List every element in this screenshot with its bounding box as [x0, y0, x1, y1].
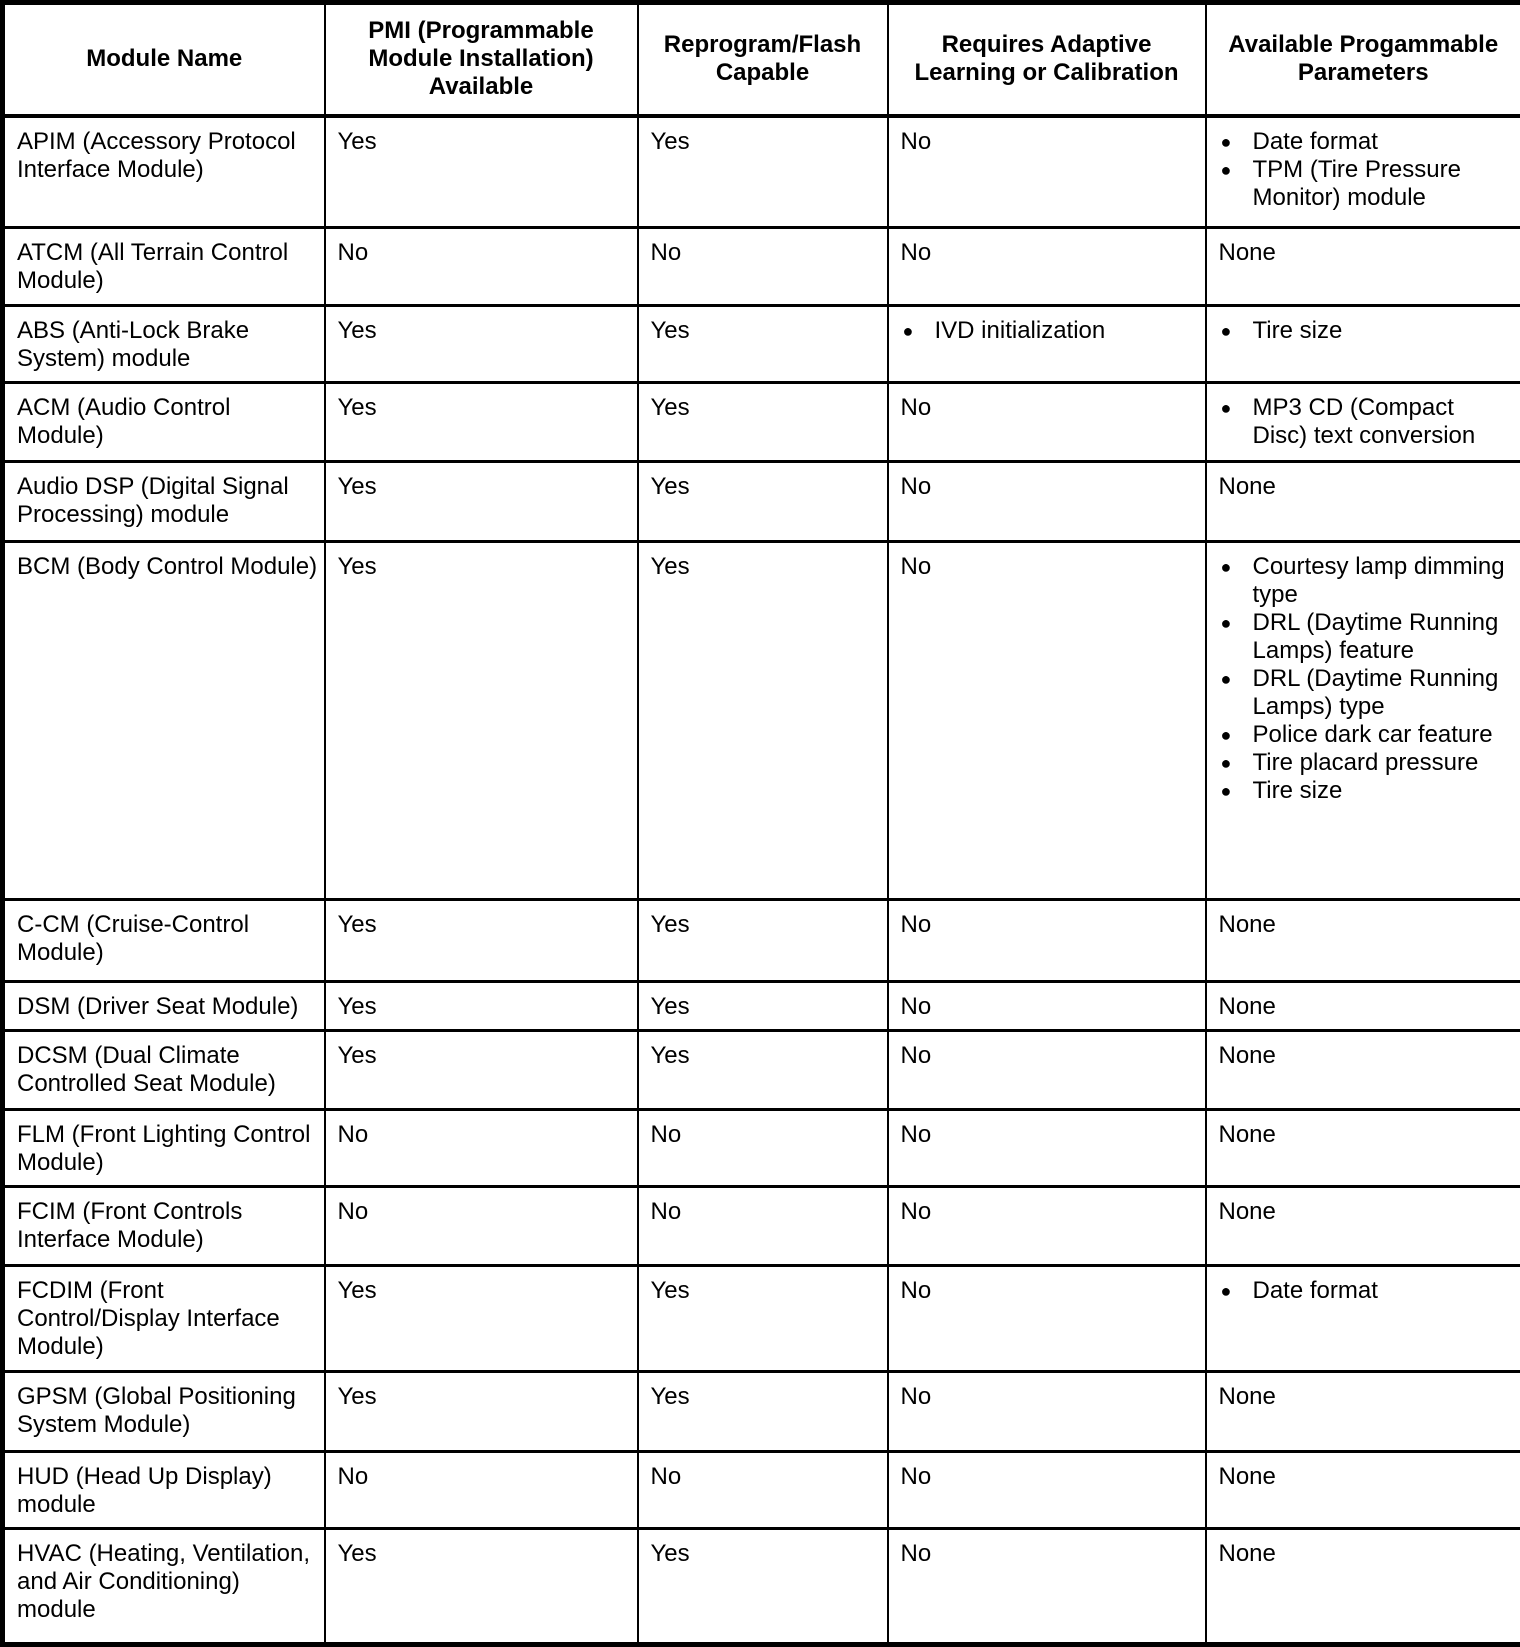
cell-pmi-available: Yes [325, 1529, 638, 1645]
cell-adaptive-learning: No [888, 1529, 1206, 1645]
parameter-text: IVD initialization [935, 317, 1199, 345]
parameter-item [901, 317, 1199, 345]
parameter-text: TPM (Tire Pressure Monitor) module [1253, 156, 1515, 212]
bullet-icon: ● [1219, 1277, 1253, 1305]
cell-reprogram-capable: No [638, 1110, 888, 1187]
parameter-item [1219, 1277, 1515, 1305]
cell-pmi-available: Yes [325, 1266, 638, 1372]
cell-pmi-available: Yes [325, 1372, 638, 1452]
table-row [3, 1266, 1520, 1372]
cell-programmable-parameters [1206, 542, 1520, 900]
cell-adaptive-learning: No [888, 116, 1206, 228]
bullet-icon: ● [1219, 553, 1253, 581]
parameter-item [1219, 156, 1515, 212]
table-row [3, 542, 1520, 900]
table-row [3, 982, 1520, 1031]
cell-programmable-parameters [1206, 383, 1520, 462]
cell-programmable-parameters: None [1206, 462, 1520, 542]
bullet-icon: ● [1219, 317, 1253, 345]
cell-adaptive-learning: No [888, 542, 1206, 900]
parameter-text: Date format [1253, 128, 1515, 156]
parameter-text: Date format [1253, 1277, 1515, 1305]
header-module-name: Module Name [3, 3, 325, 116]
bullet-icon: ● [1219, 128, 1253, 156]
cell-pmi-available: Yes [325, 900, 638, 982]
cell-reprogram-capable: Yes [638, 306, 888, 383]
cell-pmi-available: Yes [325, 982, 638, 1031]
parameter-text: MP3 CD (Compact Disc) text conversion [1253, 394, 1515, 450]
cell-programmable-parameters: None [1206, 1529, 1520, 1645]
cell-pmi-available: No [325, 1187, 638, 1266]
cell-module-name: FCDIM (Front Control/Display Interface Module) [3, 1266, 325, 1372]
parameter-text: DRL (Daytime Running Lamps) feature [1253, 609, 1515, 665]
cell-reprogram-capable: No [638, 1187, 888, 1266]
cell-programmable-parameters: None [1206, 1452, 1520, 1529]
table-row [3, 1529, 1520, 1645]
cell-programmable-parameters: None [1206, 900, 1520, 982]
table-row [3, 1187, 1520, 1266]
cell-adaptive-learning: No [888, 1266, 1206, 1372]
cell-adaptive-learning: No [888, 1372, 1206, 1452]
parameter-item [1219, 394, 1515, 450]
table-row [3, 383, 1520, 462]
cell-adaptive-learning: No [888, 1110, 1206, 1187]
cell-adaptive-learning: No [888, 1031, 1206, 1110]
table-row [3, 900, 1520, 982]
header-adaptive-learning: Requires Adaptive Learning or Calibration [888, 3, 1206, 116]
cell-pmi-available: No [325, 1110, 638, 1187]
cell-reprogram-capable: Yes [638, 1031, 888, 1110]
parameter-list [1219, 317, 1515, 345]
cell-reprogram-capable: Yes [638, 1266, 888, 1372]
parameter-item [1219, 749, 1515, 777]
parameter-list [1219, 553, 1515, 805]
cell-programmable-parameters: None [1206, 982, 1520, 1031]
cell-reprogram-capable: Yes [638, 1529, 888, 1645]
parameter-text: Courtesy lamp dimming type [1253, 553, 1515, 609]
cell-module-name: FCIM (Front Controls Interface Module) [3, 1187, 325, 1266]
cell-pmi-available: Yes [325, 116, 638, 228]
cell-module-name: GPSM (Global Positioning System Module) [3, 1372, 325, 1452]
cell-pmi-available: Yes [325, 383, 638, 462]
cell-pmi-available: No [325, 1452, 638, 1529]
cell-module-name: ACM (Audio Control Module) [3, 383, 325, 462]
table-row [3, 462, 1520, 542]
table-row [3, 228, 1520, 306]
table-row [3, 306, 1520, 383]
header-row [3, 3, 1520, 116]
parameter-item [1219, 553, 1515, 609]
table-body [3, 116, 1520, 1645]
parameter-list [901, 317, 1199, 345]
cell-programmable-parameters: None [1206, 1110, 1520, 1187]
bullet-icon: ● [1219, 721, 1253, 749]
table-row [3, 1110, 1520, 1187]
cell-reprogram-capable: Yes [638, 900, 888, 982]
cell-programmable-parameters: None [1206, 1372, 1520, 1452]
cell-adaptive-learning: No [888, 1452, 1206, 1529]
bullet-icon: ● [1219, 394, 1253, 422]
cell-programmable-parameters: None [1206, 1187, 1520, 1266]
cell-adaptive-learning: No [888, 228, 1206, 306]
parameter-item [1219, 317, 1515, 345]
parameter-text: Tire size [1253, 777, 1515, 805]
bullet-icon: ● [901, 317, 935, 345]
header-pmi-available: PMI (Programmable Module Installation) Available [325, 3, 638, 116]
cell-module-name: DCSM (Dual Climate Controlled Seat Module) [3, 1031, 325, 1110]
cell-pmi-available: Yes [325, 306, 638, 383]
cell-reprogram-capable: Yes [638, 1372, 888, 1452]
cell-adaptive-learning: No [888, 982, 1206, 1031]
bullet-icon: ● [1219, 609, 1253, 637]
header-reprogram-capable: Reprogram/Flash Capable [638, 3, 888, 116]
cell-module-name: HUD (Head Up Display) module [3, 1452, 325, 1529]
cell-programmable-parameters [1206, 1266, 1520, 1372]
cell-module-name: ATCM (All Terrain Control Module) [3, 228, 325, 306]
cell-reprogram-capable: Yes [638, 462, 888, 542]
cell-module-name: APIM (Accessory Protocol Interface Module) [3, 116, 325, 228]
parameter-text: Police dark car feature [1253, 721, 1515, 749]
parameter-item [1219, 665, 1515, 721]
cell-adaptive-learning: No [888, 900, 1206, 982]
cell-programmable-parameters [1206, 116, 1520, 228]
table-row [3, 1031, 1520, 1110]
cell-reprogram-capable: Yes [638, 116, 888, 228]
parameter-item [1219, 128, 1515, 156]
cell-pmi-available: No [325, 228, 638, 306]
parameter-list [1219, 128, 1515, 212]
cell-programmable-parameters: None [1206, 1031, 1520, 1110]
parameter-item [1219, 609, 1515, 665]
cell-reprogram-capable: Yes [638, 383, 888, 462]
cell-reprogram-capable: Yes [638, 542, 888, 900]
header-programmable-parameters: Available Progammable Parameters [1206, 3, 1520, 116]
cell-pmi-available: Yes [325, 1031, 638, 1110]
cell-adaptive-learning [888, 306, 1206, 383]
cell-module-name: HVAC (Heating, Ventilation, and Air Conditioning) module [3, 1529, 325, 1645]
parameter-list [1219, 394, 1515, 450]
cell-programmable-parameters: None [1206, 228, 1520, 306]
cell-pmi-available: Yes [325, 462, 638, 542]
parameter-text: DRL (Daytime Running Lamps) type [1253, 665, 1515, 721]
bullet-icon: ● [1219, 156, 1253, 184]
cell-module-name: C-CM (Cruise-Control Module) [3, 900, 325, 982]
parameter-list [1219, 1277, 1515, 1305]
cell-module-name: DSM (Driver Seat Module) [3, 982, 325, 1031]
cell-module-name: BCM (Body Control Module) [3, 542, 325, 900]
cell-programmable-parameters [1206, 306, 1520, 383]
cell-reprogram-capable: No [638, 1452, 888, 1529]
cell-module-name: Audio DSP (Digital Signal Processing) module [3, 462, 325, 542]
bullet-icon: ● [1219, 665, 1253, 693]
parameter-text: Tire size [1253, 317, 1515, 345]
cell-reprogram-capable: No [638, 228, 888, 306]
cell-adaptive-learning: No [888, 462, 1206, 542]
cell-module-name: FLM (Front Lighting Control Module) [3, 1110, 325, 1187]
parameter-item [1219, 721, 1515, 749]
cell-adaptive-learning: No [888, 1187, 1206, 1266]
cell-adaptive-learning: No [888, 383, 1206, 462]
table-header [3, 3, 1520, 116]
table-row [3, 116, 1520, 228]
cell-reprogram-capable: Yes [638, 982, 888, 1031]
table-row [3, 1452, 1520, 1529]
parameter-item [1219, 777, 1515, 805]
parameter-text: Tire placard pressure [1253, 749, 1515, 777]
bullet-icon: ● [1219, 749, 1253, 777]
bullet-icon: ● [1219, 777, 1253, 805]
table-row [3, 1372, 1520, 1452]
cell-module-name: ABS (Anti-Lock Brake System) module [3, 306, 325, 383]
cell-pmi-available: Yes [325, 542, 638, 900]
